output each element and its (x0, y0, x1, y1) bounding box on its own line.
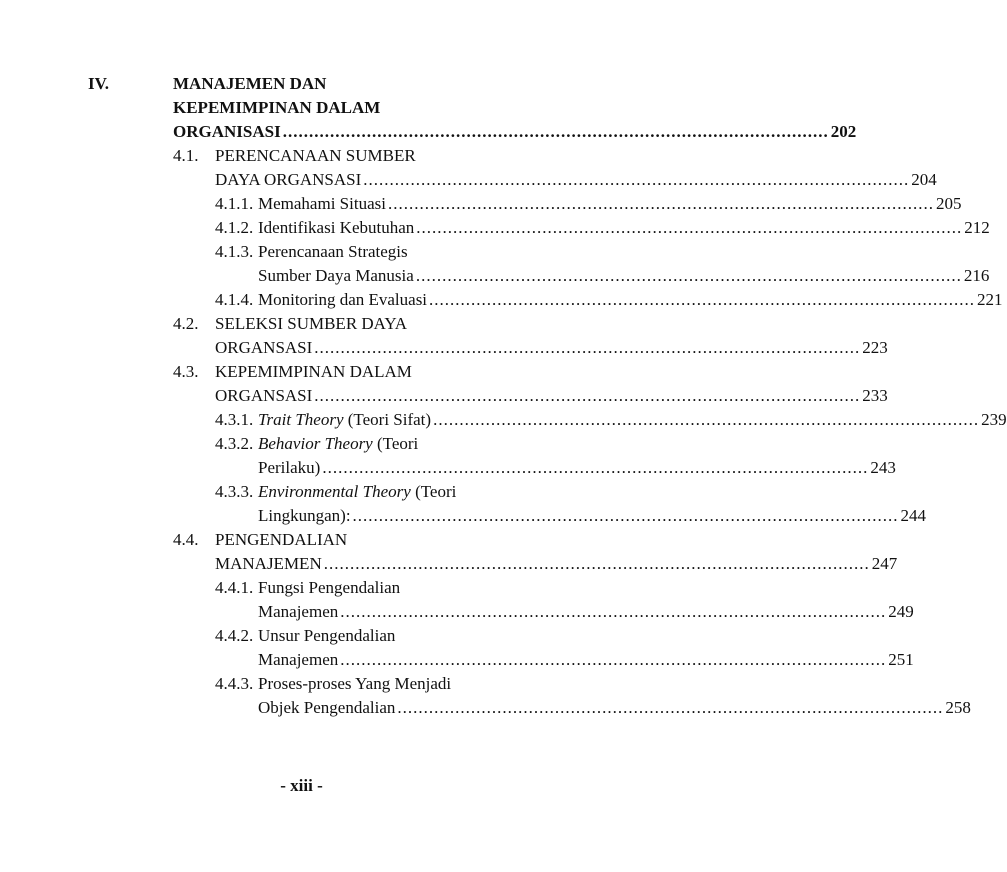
subsection-title: Identifikasi Kebutuhan (258, 218, 415, 237)
subsection-title-italic: Environmental Theory (258, 482, 411, 501)
subsection-title-rest: (Teori Sifat) (343, 410, 432, 429)
section-entry[interactable] (215, 384, 888, 408)
subsection-title: Sumber Daya Manusia (258, 266, 414, 285)
chapter-title-line-2: KEPEMIMPINAN DALAM (173, 98, 381, 117)
page-number: 233 (862, 386, 888, 405)
subsection-title-line-1: Proses-proses Yang Menjadi (258, 674, 452, 693)
section-title-line-2: DAYA ORGANSASI (215, 170, 362, 189)
section-title-line-1: PERENCANAAN SUMBER (215, 146, 416, 165)
subsection-title: Objek Pengendalian (258, 698, 396, 717)
leader-dots: ........................................................................................................ (416, 218, 963, 237)
leader-dots: ........................................................................................................ (340, 650, 887, 669)
section-number: 4.2. (173, 314, 199, 333)
leader-dots: ........................................................................................................ (429, 290, 976, 309)
leader-dots: ........................................................................................................ (282, 122, 829, 141)
subsection-title: Lingkungan): (258, 506, 351, 525)
subsection-title: Memahami Situasi (258, 194, 386, 213)
subsection-entry[interactable] (258, 264, 990, 288)
page-number: 205 (935, 194, 962, 213)
subsection-entry[interactable] (258, 648, 914, 672)
subsection-title: Manajemen (258, 650, 339, 669)
subsection-number: 4.4.3. (215, 674, 254, 693)
subsection-number: 4.1.3. (215, 242, 254, 261)
section-title-line-2: ORGANSASI (215, 338, 313, 357)
leader-dots: ........................................................................................................ (415, 266, 962, 285)
subsection-title-line-1 (258, 480, 456, 504)
subsection-title: Manajemen (258, 602, 339, 621)
subsection-number: 4.3.2. (215, 434, 254, 453)
section-entry[interactable] (215, 168, 937, 192)
subsection-title-italic: Behavior Theory (258, 434, 373, 453)
subsection-title-line-1: Fungsi Pengendalian (258, 578, 401, 597)
subsection-number: 4.3.3. (215, 482, 254, 501)
section-number: 4.4. (173, 530, 199, 549)
page-number: 221 (977, 290, 1003, 309)
subsection-title-line-1: Unsur Pengendalian (258, 626, 396, 645)
subsection-title-italic: Trait Theory (258, 410, 344, 429)
subsection-number: 4.1.4. (215, 290, 254, 309)
subsection-title-rest: (Teori (372, 434, 419, 453)
leader-dots: ........................................................................................................ (314, 338, 861, 357)
subsection-entry[interactable] (258, 504, 927, 528)
chapter-number: IV. (88, 74, 109, 93)
subsection-number: 4.4.2. (215, 626, 254, 645)
leader-dots: ........................................................................................................ (363, 170, 910, 189)
page-number: 249 (888, 602, 914, 621)
leader-dots: ........................................................................................................ (387, 194, 934, 213)
page-number: 239 (981, 410, 1007, 429)
page-number: 216 (963, 266, 990, 285)
subsection-entry[interactable] (258, 288, 1003, 312)
subsection-entry[interactable] (258, 456, 896, 480)
subsection-title: Perilaku) (258, 458, 321, 477)
section-entry[interactable] (215, 552, 898, 576)
chapter-title-last: ORGANISASI (173, 122, 281, 141)
section-entry[interactable] (215, 336, 888, 360)
page-number: 202 (830, 122, 857, 141)
section-title-line-2: ORGANSASI (215, 386, 313, 405)
leader-dots: ........................................................................................................ (433, 410, 980, 429)
subsection-title-line-1: Perencanaan Strategis (258, 242, 408, 261)
subsection-entry[interactable] (258, 696, 971, 720)
section-number: 4.3. (173, 362, 199, 381)
leader-dots: ........................................................................................................ (323, 554, 870, 573)
page-footer-number: - xiii - (280, 776, 323, 795)
page-number: 251 (888, 650, 914, 669)
subsection-entry[interactable] (258, 408, 1007, 432)
page-number: 204 (911, 170, 937, 189)
section-title-line-2: MANAJEMEN (215, 554, 322, 573)
page-number: 223 (862, 338, 888, 357)
subsection-number: 4.4.1. (215, 578, 254, 597)
subsection-title-rest: (Teori (410, 482, 457, 501)
section-number: 4.1. (173, 146, 199, 165)
subsection-entry[interactable] (258, 216, 990, 240)
leader-dots: ........................................................................................................ (322, 458, 869, 477)
section-title-line-1: KEPEMIMPINAN DALAM (215, 362, 412, 381)
leader-dots: ........................................................................................................ (314, 386, 861, 405)
leader-dots: ........................................................................................................ (352, 506, 899, 525)
subsection-title (258, 408, 431, 432)
section-title-line-1: PENGENDALIAN (215, 530, 348, 549)
subsection-title: Monitoring dan Evaluasi (258, 290, 428, 309)
page-number: 244 (900, 506, 927, 525)
subsection-entry[interactable] (258, 600, 914, 624)
subsection-number: 4.3.1. (215, 410, 254, 429)
chapter-title-line-1: MANAJEMEN DAN (173, 74, 327, 93)
chapter-title-entry[interactable] (173, 120, 857, 144)
subsection-entry[interactable] (258, 192, 962, 216)
page-number: 247 (871, 554, 898, 573)
subsection-number: 4.1.2. (215, 218, 254, 237)
subsection-title-line-1 (258, 432, 418, 456)
leader-dots: ........................................................................................................ (340, 602, 887, 621)
page-number: 258 (945, 698, 971, 717)
subsection-number: 4.1.1. (215, 194, 254, 213)
section-title-line-1: SELEKSI SUMBER DAYA (215, 314, 408, 333)
leader-dots: ........................................................................................................ (397, 698, 944, 717)
page-number: 212 (964, 218, 990, 237)
page-number: 243 (870, 458, 896, 477)
